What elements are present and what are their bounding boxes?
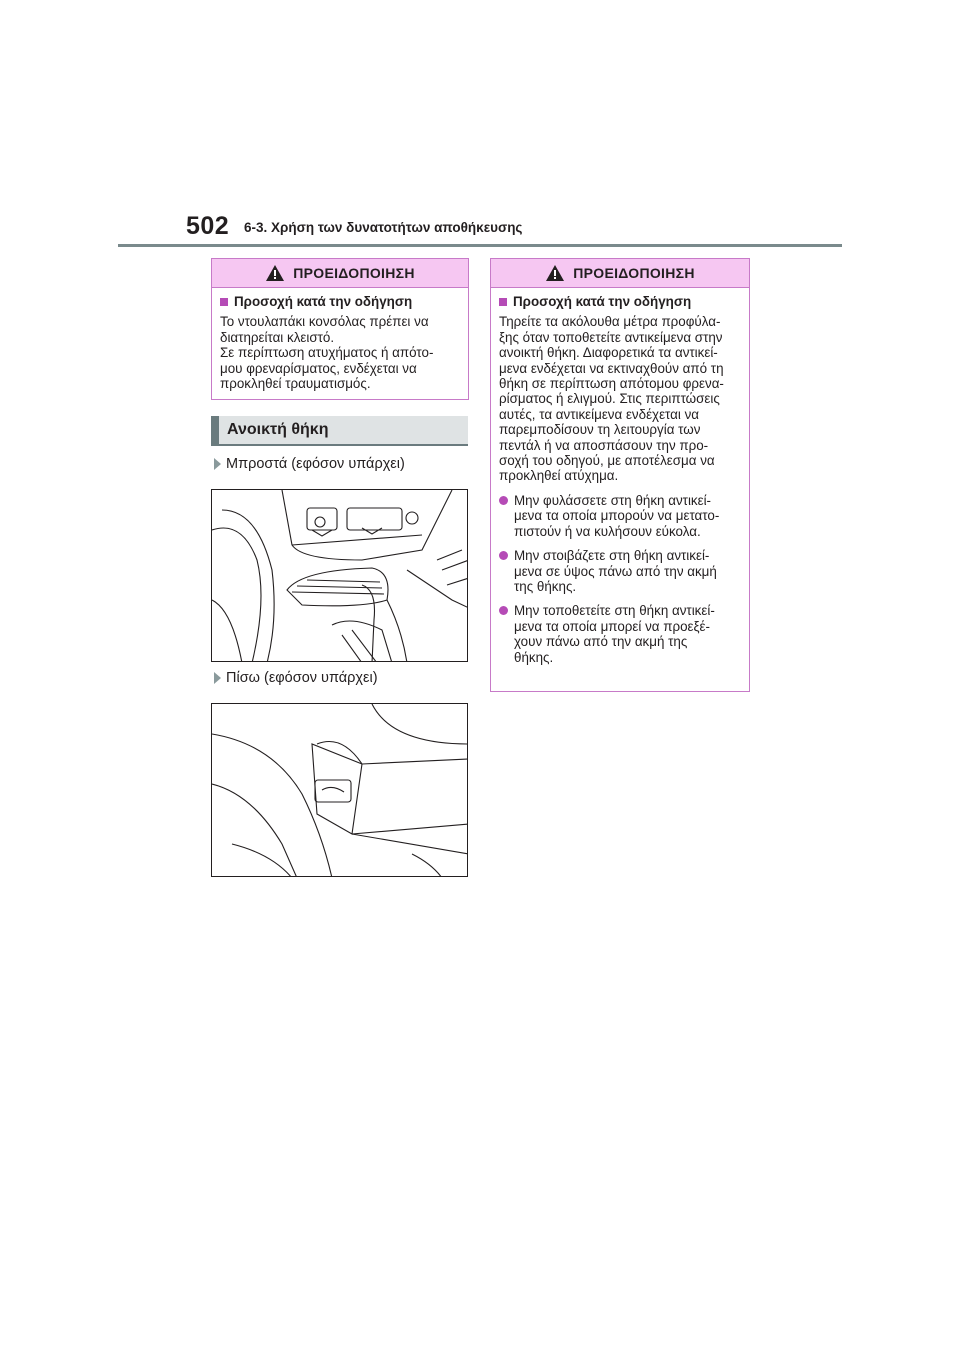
warning-title: ΠΡΟΕΙΔΟΠΟΙΗΣΗ [573,265,695,281]
warning-triangle-icon [545,264,565,282]
bullet-line: πιστούν ή να κυλήσουν εύκολα. [514,523,701,539]
square-bullet-icon [499,298,507,306]
page-number: 502 [186,212,230,240]
bullet-line: Μην στοιβάζετε στη θήκη αντικεί- [514,548,710,564]
warning-text-line: παρεμποδίσουν τη λειτουργία των [499,422,701,438]
bullet-line: μενα σε ύψος πάνω από την ακμή [514,563,717,579]
chapter-title: 6-3. Χρήση των δυνατοτήτων αποθήκευσης [244,220,523,235]
warning-triangle-icon [265,264,285,282]
square-bullet-icon [220,298,228,306]
bullet-line: Μην φυλάσσετε στη θήκη αντικεί- [514,492,712,508]
bullet-line: χουν πάνω από την ακμή της [514,634,688,650]
front-label: Μπροστά (εφόσον υπάρχει) [214,456,405,472]
bullet-line: μενα τα οποία μπορούν να μετατο- [514,508,720,524]
round-bullet-icon [499,496,508,505]
warning-box-left [211,258,469,400]
warning-header [491,259,749,288]
warning-header [212,259,468,288]
front-open-tray-illustration [211,489,468,662]
section-heading: Ανοικτή θήκη [211,416,468,446]
triangle-right-icon [214,672,221,684]
warning-text-line: Σε περίπτωση ατυχήματος ή απότο- [220,345,434,361]
warning-text-line: πεντάλ ή να αποσπάσουν την προ- [499,437,709,453]
header-rule [118,244,842,247]
warning-text-line: προκληθεί ατύχημα. [499,468,619,484]
triangle-right-icon [214,458,221,470]
bullet-line: μενα τα οποία μπορεί να προεξέ- [514,618,710,634]
warning-text-line: Τηρείτε τα ακόλουθα μέτρα προφύλα- [499,314,721,330]
warning-text-line: μου φρεναρίσματος, ενδέχεται να [220,360,417,376]
warning-bullet [499,603,741,665]
warning-text-line: ανοικτή θήκη. Διαφορετικά τα αντικεί- [499,345,718,361]
bullet-line: της θήκης. [514,578,577,594]
warning-text-line: ρίσματος ή ελιγμού. Στις περιπτώσεις [499,391,720,407]
warning-subtitle: Προσοχή κατά την οδήγηση [499,294,741,309]
warning-title: ΠΡΟΕΙΔΟΠΟΙΗΣΗ [293,265,415,281]
warning-subtitle: Προσοχή κατά την οδήγηση [220,294,460,309]
warning-bullet [499,548,741,594]
warning-text-line: ξης όταν τοποθετείτε αντικείμενα στην [499,329,723,345]
warning-text-line: θήκη σε περίπτωση απότομου φρενα- [499,376,724,392]
round-bullet-icon [499,551,508,560]
warning-box-right [490,258,750,692]
warning-bullet [499,493,741,539]
rear-open-tray-illustration [211,703,468,877]
warning-text-line: μενα ενδέχεται να εκτιναχθούν από τη [499,360,724,376]
warning-text-line: σοχή του οδηγού, με αποτέλεσμα να [499,453,715,469]
round-bullet-icon [499,606,508,615]
bullet-line: Μην τοποθετείτε στη θήκη αντικεί- [514,603,715,619]
warning-text-line: αυτές, τα αντικείμενα ενδέχεται να [499,406,700,422]
warning-text-line: προκληθεί τραυματισμός. [220,376,371,392]
rear-label: Πίσω (εφόσον υπάρχει) [214,670,378,686]
warning-text-line: διατηρείται κλειστό. [220,329,335,345]
warning-text-line: Το ντουλαπάκι κονσόλας πρέπει να [220,314,429,330]
bullet-line: θήκης. [514,649,554,665]
